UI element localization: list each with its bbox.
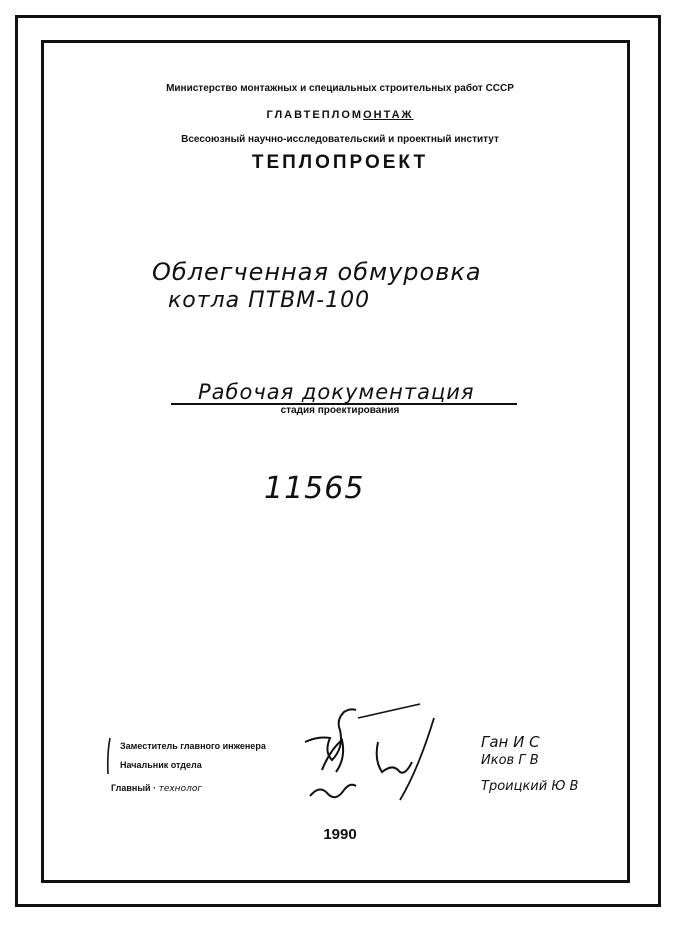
handwritten-signatures [300,700,450,810]
title-line-2: котла ПТВМ-100 [168,288,371,313]
role-deputy-chief-engineer: Заместитель главного инженера [120,741,266,751]
role-department-head: Начальник отдела [120,760,202,770]
ministry-line: Министерство монтажных и специальных строительных работ СССР [166,83,514,94]
role3-suffix: технолог [158,784,203,794]
signer-name-3: Троицкий Ю В [481,779,579,794]
glav-suffix: ОНТАЖ [363,109,414,121]
role-chief-technologist: Главный · технолог [111,783,203,794]
signer-name-2: Иков Г В [481,753,539,768]
institute-line: Всесоюзный научно-исследовательский и проектный институт [181,134,499,145]
role3-prefix: Главный [111,783,151,793]
signer-name-1: Ган И С [481,733,540,751]
title-line-1: Облегченная обмуровка [152,258,482,286]
document-number: 11565 [264,471,365,506]
institute-name: ТЕПЛОПРОЕКТ [251,152,429,173]
year: 1990 [323,826,357,843]
glav-prefix: ГЛАВТЕПЛОМ [266,109,364,121]
glavteplomontazh [0,109,680,121]
stage-label: стадия проектирования [280,405,400,416]
documentation-type: Рабочая документация [198,380,475,404]
